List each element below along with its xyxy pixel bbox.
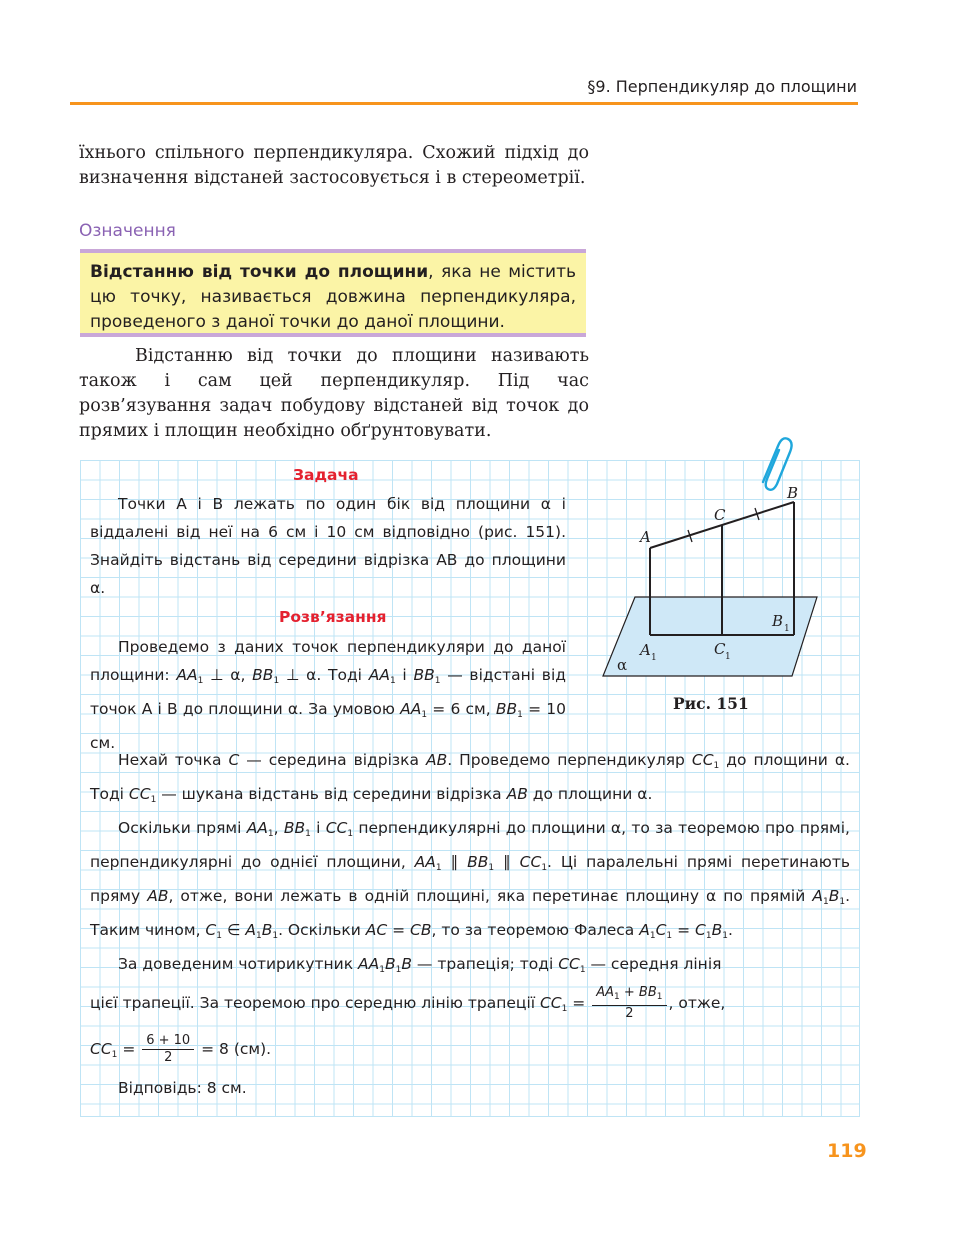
intro-paragraph: [79, 141, 589, 191]
solution-part-3: [90, 985, 850, 1072]
solution-line-4: За доведеним чотирикутник $AA_1B_1B$ — трапеція; тоді $CC_1$ — середня лінія: [118, 955, 722, 975]
solution-line-5: цієї трапеції. За теоремою про середню лінію трапеції $CC_1$ = $\frac{AA_1 + BB_1}{2}$ , отже,: [90, 985, 726, 1021]
intro-paragraph-2: [79, 344, 589, 444]
solution-line-1: Проведемо з даних точок перпендикуляри до даної площини: $AA_1$ ⊥ α, $BB_1$ ⊥ α. Тоді $AA_1$ і $BB_1$ — відстані від точок A і B до площини α. За умовою $AA_1 = 6$ см, $BB_1 = 10$ см.: [90, 638, 566, 752]
header-rule: [70, 102, 858, 105]
label-alpha: α: [617, 656, 628, 674]
label-B1-sub: 1: [784, 624, 790, 634]
intro-text-1: їхнього спільного перпендикуляра. Схожий підхід до визначення відстаней застосовується і в стереометрії.: [79, 143, 589, 188]
header-title: §9. Перпендикуляр до площини: [587, 77, 857, 96]
label-B1: B: [772, 612, 784, 630]
label-A1: A: [640, 641, 651, 659]
label-A1-sub: 1: [651, 653, 657, 663]
result-fraction: $\frac{6 + 10}{2}$: [142, 1033, 194, 1066]
plane-alpha: [603, 597, 817, 676]
answer-block: [90, 1074, 566, 1102]
solution-line-6: $CC_1$ = $\frac{6 + 10}{2}$ = 8 (см).: [90, 1033, 272, 1065]
solution-part-1: [90, 633, 566, 757]
figure-caption: Рис. 151: [673, 694, 749, 713]
solution-line-2: Нехай точка C — середина відрізка AB. Проведемо перпендикуляр $CC_1$ до площини α. Тоді $CC_1$ — шукана відстань від середини відрізка AB до площини α.: [90, 751, 850, 805]
figure-151: [595, 430, 835, 690]
definition-rest: , яка не містить цю точку, називається довжина перпендикуляра, проведеного з даної точки до даної площини.: [90, 262, 576, 332]
answer-text: Відповідь: 8 см.: [118, 1079, 247, 1097]
label-C1: C: [714, 640, 726, 658]
label-C: C: [714, 506, 726, 524]
intro-text-2: Відстанню від точки до площини називають також і сам цей перпендикуляр. Під час розв’язування задач побудову відстаней від точок до прямих і площин необхідно обґрунтовувати.: [79, 346, 589, 441]
solution-part-2: [90, 746, 850, 984]
task-heading: Задача: [293, 466, 359, 484]
paperclip-icon: [763, 438, 792, 490]
solution-line-3: Оскільки прямі $AA_1$, $BB_1$ і $CC_1$ перпендикулярні до площини α, то за теоремою про прямі, перпендикулярні до однієї площини, $AA_1$ ∥ $BB_1$ ∥ $CC_1$. Ці паралельні прямі перетинають пряму AB, отже, вони лежать в одній площині, яка перетинає площину α по прямій $A_1B_1$. Таким чином, $C_1$ ∈ $A_1B_1$. Оскільки AC = CB, то за теоремою Фалеса $A_1C_1 = C_1B_1$.: [90, 819, 851, 941]
label-A: A: [640, 528, 651, 546]
definition-term: Відстанню від точки до площини: [90, 262, 429, 282]
definition-box: [80, 249, 586, 337]
midline-fraction: $\frac{AA_1 + BB_1}{2}$: [592, 985, 666, 1022]
task-text: Точки A і B лежать по один бік від площини α і віддалені від неї на 6 см і 10 см відповідно (рис. 151). Знайдіть відстань від середини відрізка AB до площини α.: [90, 495, 566, 597]
label-C1-sub: 1: [725, 652, 731, 662]
solution-heading: Розв’язання: [279, 608, 387, 626]
page-number: 119: [827, 1140, 867, 1162]
task-text-block: [90, 490, 566, 602]
label-B: B: [787, 484, 799, 502]
definition-heading: Означення: [79, 221, 176, 241]
